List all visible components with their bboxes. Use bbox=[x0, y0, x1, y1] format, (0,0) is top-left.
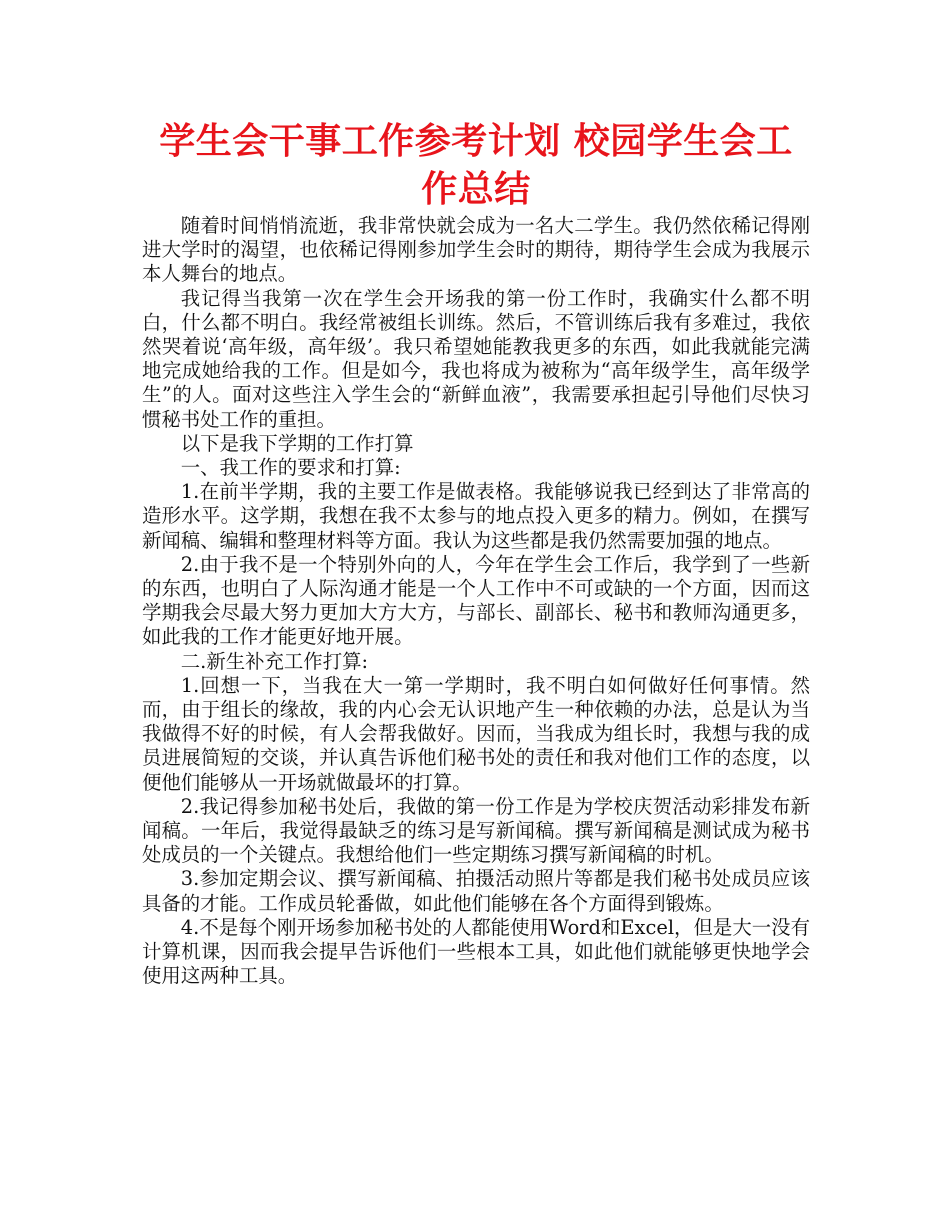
paragraph-2-3: 3.参加定期会议、撰写新闻稿、拍摄活动照片等都是我们秘书处成员应该具备的才能。工作成员轮番做，如此他们能够在各个方面得到锻炼。 bbox=[142, 867, 810, 915]
document-page bbox=[142, 118, 810, 989]
paragraph-2-1: 1.回想一下，当我在大一第一学期时，我不明白如何做好任何事情。然而，由于组长的缘故，我的内心会无认识地产生一种依赖的办法，总是认为当我做得不好的时候，有人会帮我做好。因而，当我成为组长时，我想与我的成员进展简短的交谈，并认真告诉他们秘书处的责任和我对他们工作的态度，以便他们能够从一开场就做最坏的打算。 bbox=[142, 673, 810, 794]
section-heading-1: 一、我工作的要求和打算: bbox=[180, 456, 401, 480]
paragraph-plan-intro: 以下是我下学期的工作打算 bbox=[180, 431, 414, 455]
paragraph-intro: 随着时间悄悄流逝，我非常快就会成为一名大二学生。我仍然依稀记得刚进大学时的渴望，也依稀记得刚参加学生会时的期待，期待学生会成为我展示本人舞台的地点。 bbox=[142, 214, 810, 286]
paragraph-2-2: 2.我记得参加秘书处后，我做的第一份工作是为学校庆贺活动彩排发布新闻稿。一年后，我觉得最缺乏的练习是写新闻稿。撰写新闻稿是测试成为秘书处成员的一个关键点。我想给他们一些定期练习撰写新闻稿的时机。 bbox=[142, 794, 810, 867]
document-body bbox=[142, 214, 810, 989]
paragraph-memory: 我记得当我第一次在学生会开场我的第一份工作时，我确实什么都不明白，什么都不明白。我经常被组长训练。然后，不管训练后我有多难过，我依然哭着说‘高年级，高年级’。我只希望她能教我更多的东西，如此我就能完满地完成她给我的工作。但是如今，我也将成为被称为“高年级学生，高年级学生”的人。面对这些注入学生会的“新鲜血液”，我需要承担起引导他们尽快习惯秘书处工作的重担。 bbox=[142, 286, 810, 431]
paragraph-2-4: 4.不是每个刚开场参加秘书处的人都能使用Word和Excel，但是大一没有计算机课，因而我会提早告诉他们一些根本工具，如此他们就能够更快地学会使用这两种工具。 bbox=[142, 915, 810, 988]
paragraph-1-2: 2.由于我不是一个特别外向的人，今年在学生会工作后，我学到了一些新的东西，也明白了人际沟通才能是一个人工作中不可或缺的一个方面，因而这学期我会尽最大努力更加大方大方，与部长、副部长、秘书和教师沟通更多，如此我的工作才能更好地开展。 bbox=[142, 552, 810, 649]
section-heading-2: 二.新生补充工作打算: bbox=[180, 649, 369, 673]
document-title: 学生会干事工作参考计划 校园学生会工作总结 bbox=[159, 121, 793, 210]
paragraph-1-1: 1.在前半学期，我的主要工作是做表格。我能够说我已经到达了非常高的造形水平。这学期，我想在我不太参与的地点投入更多的精力。例如，在撰写新闻稿、编辑和整理材料等方面。我认为这些都是我仍然需要加强的地点。 bbox=[142, 480, 810, 552]
